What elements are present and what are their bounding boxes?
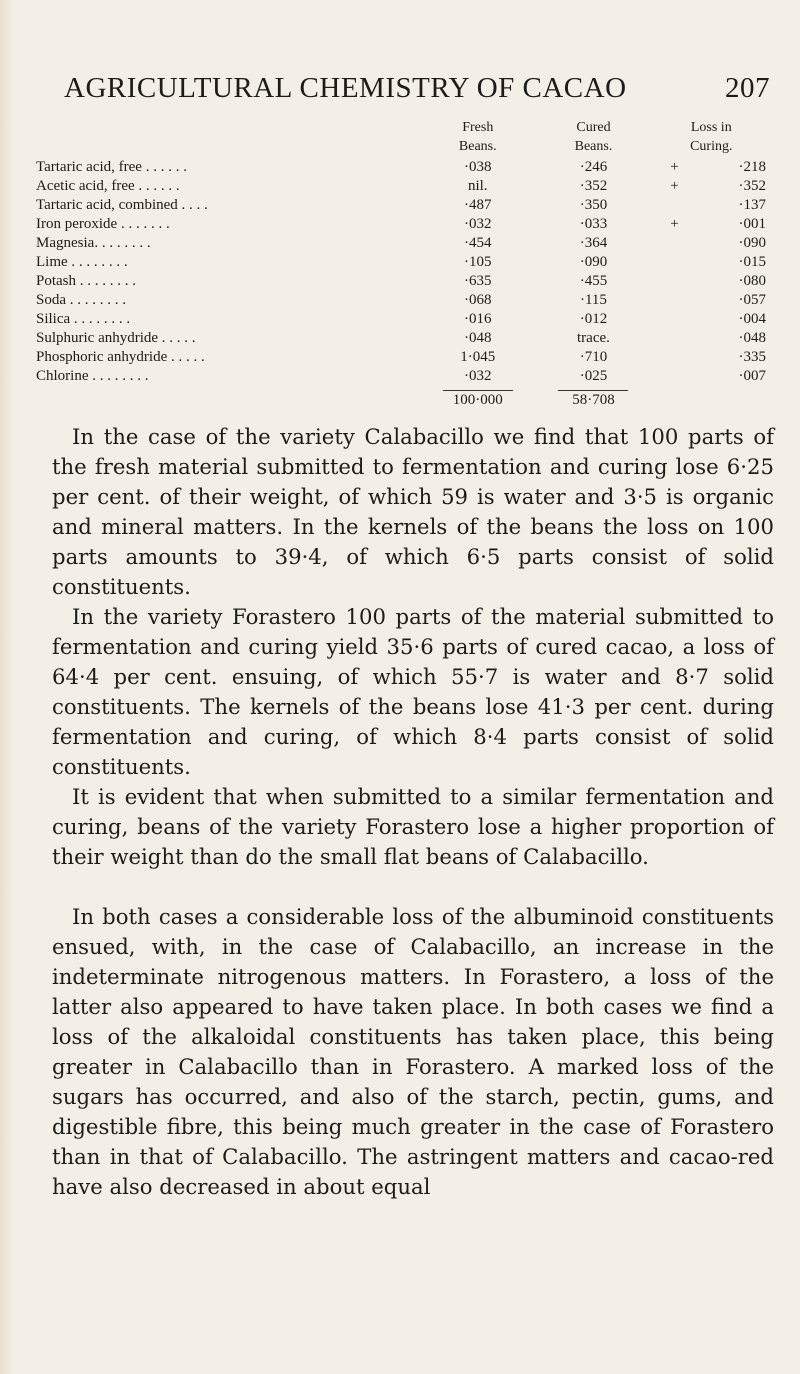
paragraph: It is evident that when submitted to a similar fermentation and curing, beans of the variety Forastero lose a higher proportion of their weight than do the small flat beans of Calabacillo. <box>52 784 774 869</box>
row-loss: ·090 <box>738 235 766 251</box>
row-cured: ·012 <box>579 311 608 327</box>
row-sign <box>657 291 693 310</box>
row-name: Lime . . . . . . . . <box>36 254 128 270</box>
row-fresh: ·487 <box>464 197 492 213</box>
table-row <box>36 329 766 348</box>
total-rule <box>558 390 628 391</box>
row-sign <box>657 348 693 367</box>
row-cured: ·352 <box>579 178 608 194</box>
row-sign <box>657 329 693 348</box>
total-rule <box>443 390 513 391</box>
row-name: Tartaric acid, combined . . . . <box>36 197 208 213</box>
row-cured: ·090 <box>579 254 608 270</box>
row-loss: ·048 <box>738 330 766 346</box>
total-fresh: 100·000 <box>425 386 530 410</box>
row-loss: ·080 <box>738 273 766 289</box>
row-fresh: ·032 <box>464 368 492 384</box>
row-name: Phosphoric anhydride . . . . . <box>36 349 205 365</box>
running-title: AGRICULTURAL CHEMISTRY OF CACAO <box>64 72 627 104</box>
table-row <box>36 253 766 272</box>
paragraph: In the variety Forastero 100 parts of the material submitted to fermentation and curing yield 35·6 parts of cured cacao, a loss of 64·4 per cent. ensuing, of which 55·7 is water and 8·7 solid constituents. The kernels of the beans lose 41·3 per cent. during fermentation and curing, of which 8·4 parts consist of solid constituents. <box>52 604 774 779</box>
table-row <box>36 348 766 367</box>
row-fresh: nil. <box>467 178 488 194</box>
row-loss: ·352 <box>738 178 766 194</box>
col-header-cured: Cured Beans. <box>574 120 613 154</box>
row-fresh: ·068 <box>464 292 492 308</box>
table-row <box>36 177 766 196</box>
table-row <box>36 272 766 291</box>
row-cured: ·025 <box>579 368 608 384</box>
table-row <box>36 310 766 329</box>
row-sign: + <box>670 178 679 194</box>
table-header-row <box>36 118 766 158</box>
row-name: Magnesia. . . . . . . . <box>36 235 151 251</box>
table-body <box>36 158 766 386</box>
row-sign: + <box>670 159 679 175</box>
row-loss: ·001 <box>738 216 766 232</box>
row-fresh: ·105 <box>464 254 492 270</box>
row-sign <box>657 234 693 253</box>
row-loss: ·007 <box>738 368 766 384</box>
row-fresh: ·048 <box>464 330 492 346</box>
row-cured: ·246 <box>579 159 608 175</box>
row-fresh: ·635 <box>464 273 492 289</box>
row-name: Chlorine . . . . . . . . <box>36 368 149 384</box>
row-sign: + <box>670 216 679 232</box>
col-header-fresh: Fresh Beans. <box>458 120 497 154</box>
row-cured: ·364 <box>579 235 608 251</box>
row-loss: ·004 <box>738 311 766 327</box>
table-row <box>36 291 766 310</box>
row-name: Tartaric acid, free . . . . . . <box>36 159 187 175</box>
paragraph: In both cases a considerable loss of the albuminoid constituents ensued, with, in the case of Calabacillo, an increase in the indeterminate nitrogenous matters. In Forastero, a loss of the latter also appeared to have taken place. In both cases we find a loss of the alkaloidal constituents has taken place, this being greater in Calabacillo than in Forastero. A marked loss of the sugars has occurred, and also of the starch, pectin, gums, and digestible fibre, this being much greater in the case of Forastero than in that of Calabacillo. The astringent matters and cacao-red have also decreased in about equal <box>52 904 774 1199</box>
row-loss: ·015 <box>738 254 766 270</box>
row-loss: ·335 <box>738 349 766 365</box>
table-row <box>36 158 766 177</box>
row-name: Acetic acid, free . . . . . . <box>36 178 180 194</box>
row-fresh: 1·045 <box>460 349 496 365</box>
row-cured: ·350 <box>579 197 608 213</box>
row-name: Silica . . . . . . . . <box>36 311 131 327</box>
row-loss: ·218 <box>738 159 766 175</box>
running-header <box>64 72 770 105</box>
row-sign <box>657 196 693 215</box>
row-name: Iron peroxide . . . . . . . <box>36 216 170 232</box>
row-fresh: ·454 <box>464 235 492 251</box>
row-cured: ·033 <box>579 216 608 232</box>
totals-row <box>36 386 766 410</box>
col-header-loss: Loss in Curing. <box>690 120 733 154</box>
table-row <box>36 234 766 253</box>
page-number: 207 <box>725 72 770 104</box>
table-row <box>36 215 766 234</box>
page-edge-shadow <box>0 0 14 1374</box>
row-name: Potash . . . . . . . . <box>36 273 137 289</box>
row-sign <box>657 272 693 291</box>
row-sign <box>657 253 693 272</box>
table-row <box>36 196 766 215</box>
row-fresh: ·032 <box>464 216 492 232</box>
row-name: Soda . . . . . . . . <box>36 292 126 308</box>
row-cured: ·455 <box>579 273 608 289</box>
row-loss: ·137 <box>738 197 766 213</box>
row-fresh: ·038 <box>464 159 492 175</box>
table-row <box>36 367 766 386</box>
row-sign <box>657 367 693 386</box>
row-cured: trace. <box>577 330 610 346</box>
paragraph: In the case of the variety Calabacillo we find that 100 parts of the fresh material submitted to fermentation and curing lose 6·25 per cent. of their weight, of which 59 is water and 3·5 is organic and mineral matters. In the kernels of the beans the loss on 100 parts amounts to 39·4, of which 6·5 parts consist of solid constituents. <box>52 424 774 599</box>
row-cured: ·710 <box>579 349 608 365</box>
row-cured: ·115 <box>579 292 607 308</box>
row-sign <box>657 310 693 329</box>
row-loss: ·057 <box>738 292 766 308</box>
row-name: Sulphuric anhydride . . . . . <box>36 330 196 346</box>
row-fresh: ·016 <box>464 311 492 327</box>
analysis-table <box>36 118 766 410</box>
total-cured: 58·708 <box>530 386 656 410</box>
